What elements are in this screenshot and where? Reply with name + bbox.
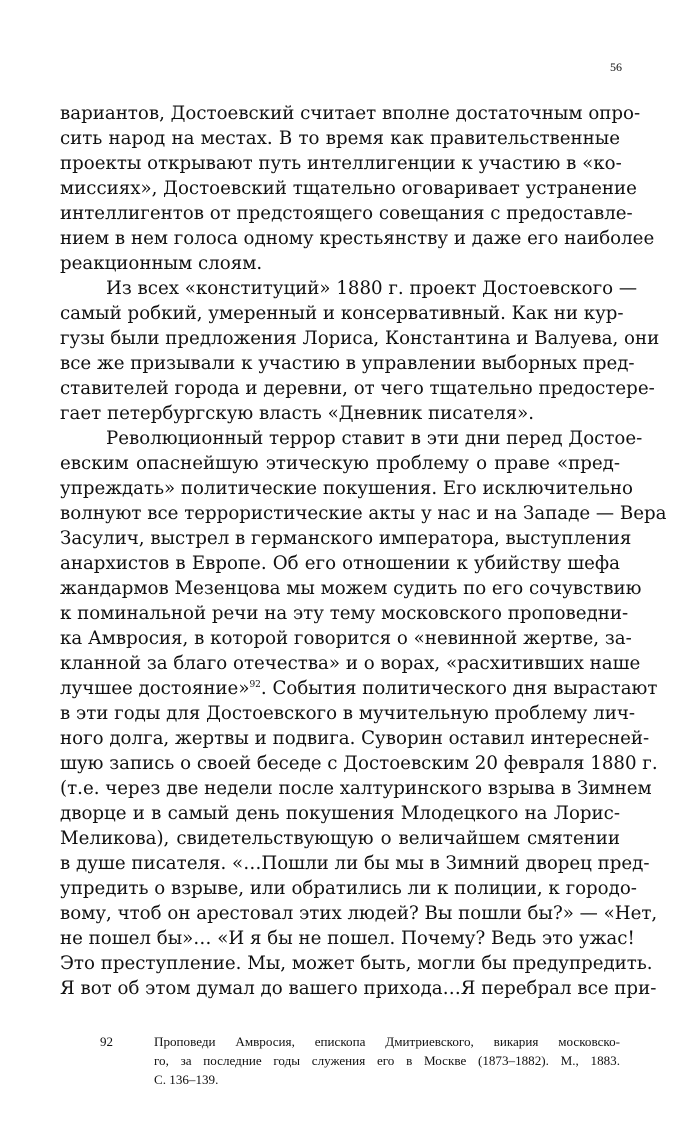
text-line: реакционным слоям.: [60, 253, 263, 274]
text-line: евским опаснейшую этическую проблему о праве «пред-: [60, 453, 620, 474]
footnote-text: [154, 1032, 620, 1089]
text-line: ного долга, жертвы и подвига. Суворин оставил интересней-: [60, 728, 650, 749]
text-line: нием в нем голоса одному крестьянству и даже его наиболее: [60, 228, 655, 249]
text-line: вариантов, Достоевский считает вполне достаточным опро-: [60, 103, 641, 124]
text-line: кланной за благо отечества» и о ворах, «расхитивших наше: [60, 653, 641, 674]
text-line: шую запись о своей беседе с Достоевским 20 февраля 1880 г.: [60, 753, 658, 774]
text-line: анархистов в Европе. Об его отношении к убийству шефа: [60, 553, 620, 574]
page-number: 56: [610, 60, 622, 74]
text-line: жандармов Мезенцова мы можем судить по его сочувствию: [60, 578, 642, 599]
text-line: дворце и в самый день покушения Млодецкого на Лорис-: [60, 803, 620, 824]
text-line: в душе писателя. «…Пошли ли бы мы в Зимний дворец пред-: [60, 853, 650, 874]
text-segment: лучшее достояние»: [60, 678, 250, 699]
text-line: сить народ на местах. В то время как правительственные: [60, 128, 620, 149]
text-line: волнуют все террористические акты у нас и на Западе — Вера: [60, 503, 667, 524]
text-line: в эти годы для Достоевского в мучительную проблему лич-: [60, 703, 636, 724]
text-line: гузы были предложения Лориса, Константина и Валуева, они: [60, 328, 660, 349]
footnote-line: Проповеди Амвросия, епископа Дмитриевского, викария московско-: [154, 1034, 620, 1049]
text-line: все же призывали к участию в управлении выборных пред-: [60, 353, 635, 374]
text-line: Из всех «конституций» 1880 г. проект Достоевского —: [106, 278, 638, 299]
text-line: гает петербургскую власть «Дневник писателя».: [60, 403, 535, 424]
footnote-reference[interactable]: 92: [249, 679, 261, 690]
text-line: самый робкий, умеренный и консервативный. Как ни кур-: [60, 303, 624, 324]
text-line-with-footnote: [60, 676, 658, 701]
text-line: упредить о взрыве, или обратились ли к полиции, к городо-: [60, 878, 637, 899]
footnote-line: С. 136–139.: [154, 1072, 219, 1087]
text-line: интеллигентов от предстоящего совещания с предоставле-: [60, 203, 633, 224]
text-segment: . События политического дня вырастают: [260, 678, 658, 699]
text-line: Меликова), свидетельствующую о величайшем смятении: [60, 828, 620, 849]
text-line: ставителей города и деревни, от чего тщательно предостере-: [60, 378, 655, 399]
text-line: к поминальной речи на эту тему московского проповедни-: [60, 603, 629, 624]
text-line: ка Амвросия, в которой говорится о «невинной жертве, за-: [60, 628, 632, 649]
text-line: упреждать» политические покушения. Его исключительно: [60, 478, 634, 499]
text-line: Это преступление. Мы, может быть, могли бы предупредить.: [60, 953, 653, 974]
text-line: вому, чтоб он арестовал этих людей? Вы пошли бы?» — «Нет,: [60, 903, 658, 924]
footnote-number: 92: [100, 1034, 113, 1049]
text-line: Засулич, выстрел в германского императора, выступления: [60, 528, 632, 549]
text-line: Революционный террор ставит в эти дни перед Достоe-: [106, 428, 643, 449]
text-line: не пошел бы»… «И я бы не пошел. Почему? Ведь это ужас!: [60, 928, 635, 949]
body-text: [60, 101, 667, 1001]
text-line: (т.е. через две недели после халтуринского взрыва в Зимнем: [60, 778, 652, 799]
text-line: проекты открывают путь интеллигенции к участию в «ко-: [60, 153, 622, 174]
text-line: Я вот об этом думал до вашего прихода…Я перебрал все при-: [60, 978, 657, 999]
text-line: миссиях», Достоевский тщательно оговаривает устранение: [60, 178, 637, 199]
footnote-line: го, за последние годы служения его в Москве (1873–1882). М., 1883.: [154, 1053, 620, 1068]
